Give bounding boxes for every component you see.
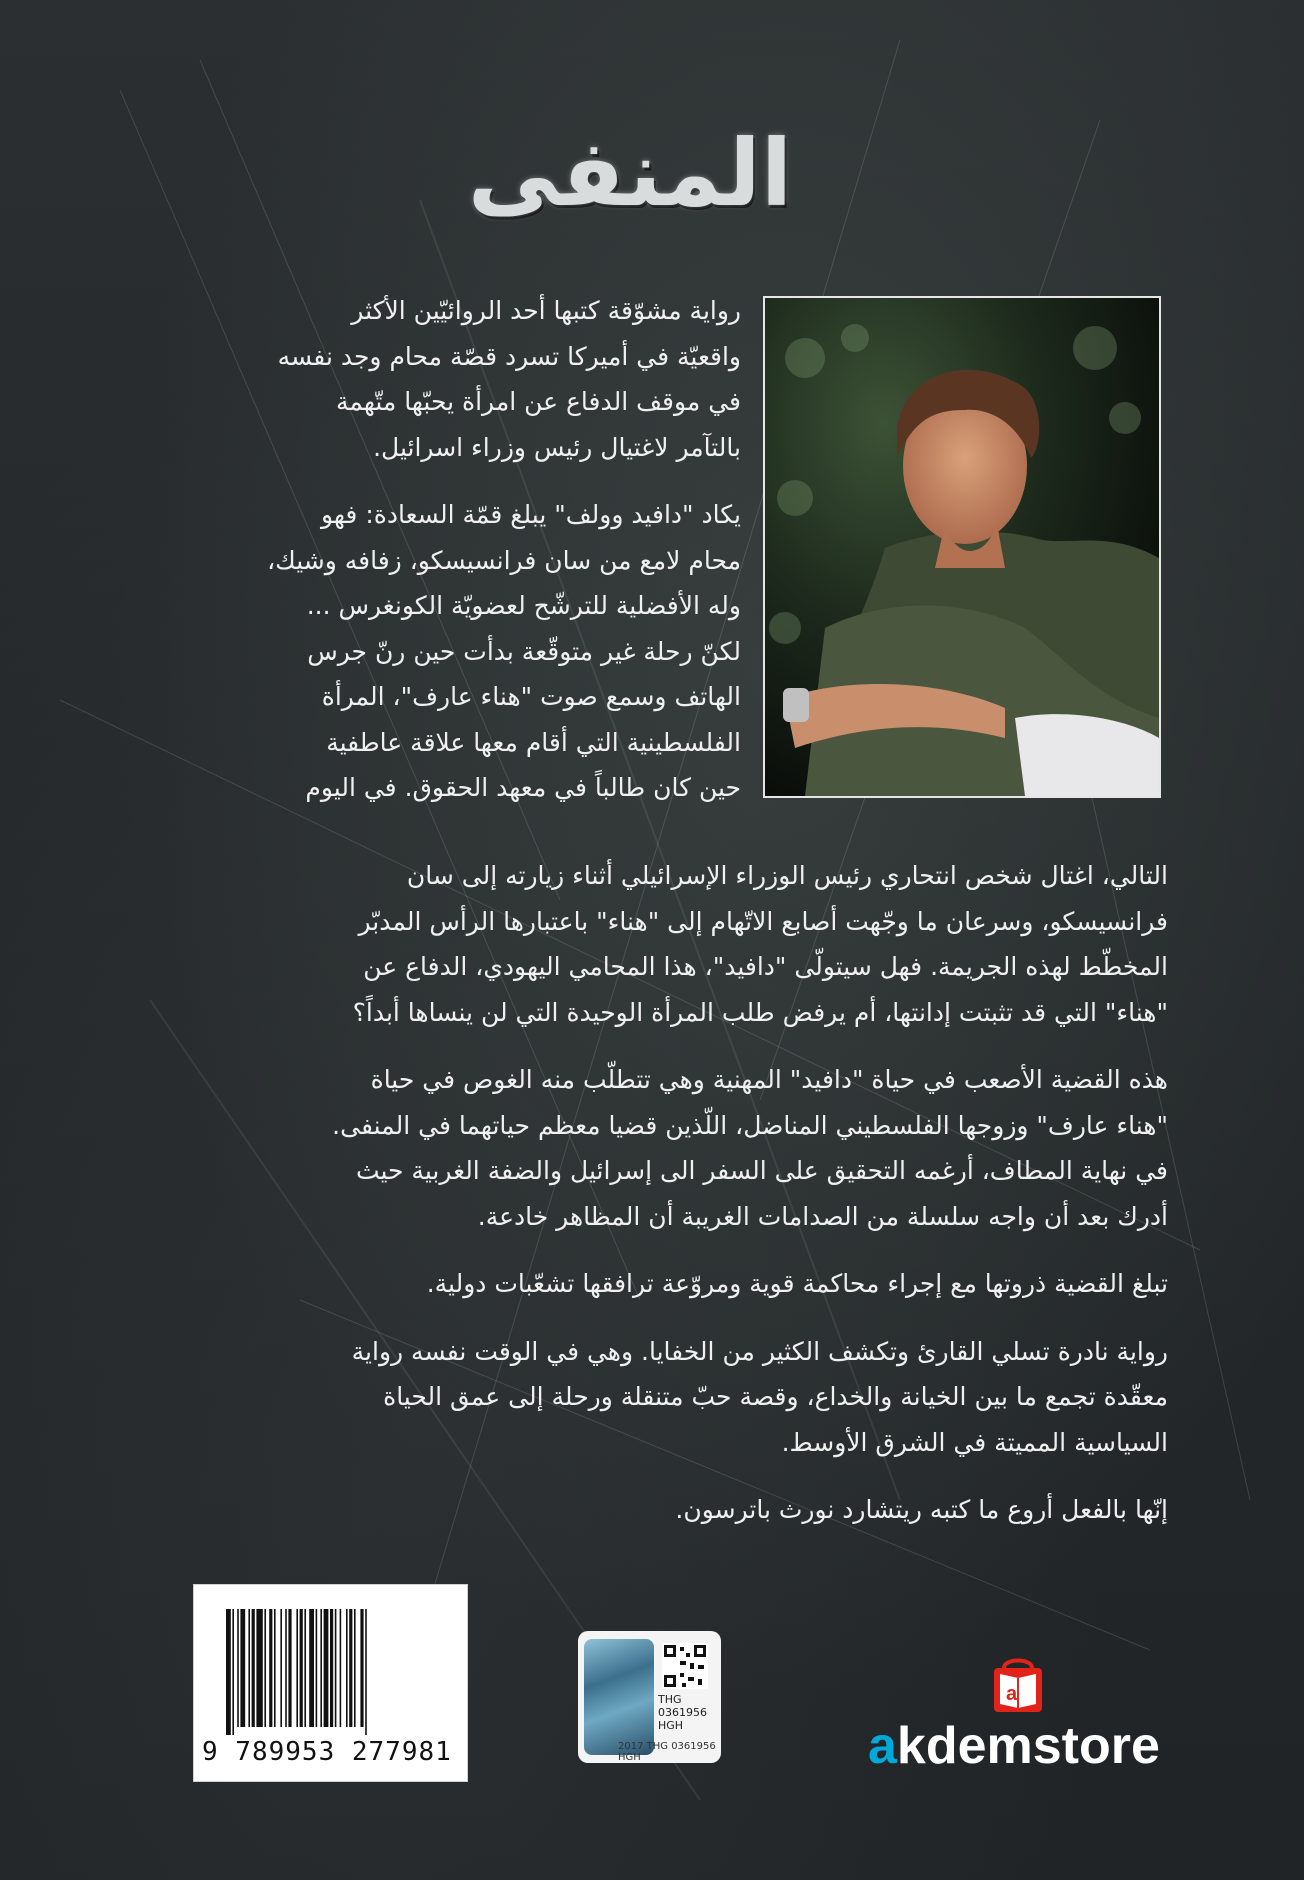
barcode-bar (304, 1609, 306, 1727)
synopsis-line: هذه القضية الأصعب في حياة "دافيد" المهنية وهي تتطلّب منه الغوص في حياة (370, 1065, 1168, 1094)
barcode-bar (324, 1609, 329, 1727)
barcode-bar (365, 1609, 367, 1735)
sticker-code-line: HGH (658, 1719, 684, 1732)
synopsis-line: السياسية المميتة في الشرق الأوسط. (781, 1427, 1168, 1457)
barcode-bar (296, 1609, 298, 1727)
synopsis-line: الهاتف وسمع صوت "هناء عارف"، المرأة (321, 682, 741, 711)
synopsis-line: أدرك بعد أن واجه سلسلة من الصدامات الغريبة أن المظاهر خادعة. (477, 1201, 1168, 1231)
author-portrait-illustration (765, 298, 1159, 796)
sticker-code (658, 1693, 718, 1732)
synopsis-line: واقعيّة في أميركا تسرد قصّة محام وجد نفسه (277, 341, 741, 371)
synopsis-line: معقّدة تجمع ما بين الخيانة والخداع، وقصة حبّ متنقلة ورحلة إلى عمق الحياة (383, 1382, 1168, 1411)
barcode-bar (320, 1609, 322, 1727)
synopsis-line: تبلغ القضية ذروتها مع إجراء محاكمة قوية ومروّعة ترافقها تشعّبات دولية. (426, 1269, 1168, 1298)
barcode-bar (346, 1609, 348, 1727)
logo-text: kdemstore (896, 1717, 1160, 1775)
barcode-bar (256, 1609, 262, 1727)
barcode-bars (224, 1609, 456, 1735)
synopsis-line: وله الأفضلية للترشّح لعضويّة الكونغرس ... (306, 591, 741, 620)
barcode-bar (349, 1609, 352, 1727)
barcode-bar (316, 1609, 318, 1727)
synopsis-line: في نهاية المطاف، أرغمه التحقيق على السفر الى إسرائيل والضفة الغربية حيث (355, 1156, 1168, 1185)
barcode-bar (288, 1609, 291, 1727)
barcode-bar (240, 1609, 245, 1727)
akdemstore-logo (868, 1650, 1178, 1780)
sticker-code-line: 0361956 (658, 1706, 707, 1719)
barcode-bar (360, 1609, 363, 1727)
synopsis-line: رواية نادرة تسلي القارئ وتكشف الكثير من الخفايا. وهي في الوقت نفسه رواية (351, 1336, 1168, 1366)
hologram-icon (584, 1639, 654, 1755)
barcode-bar (237, 1609, 239, 1727)
barcode-bar (354, 1609, 356, 1727)
hologram-sticker (578, 1631, 721, 1763)
isbn-barcode (193, 1584, 468, 1782)
sticker-year: 2017 (618, 1741, 644, 1752)
synopsis-line: حين كان طالباً في معهد الحقوق. في اليوم (305, 773, 741, 802)
barcode-bar (248, 1609, 250, 1727)
synopsis-line: رواية مشوّقة كتبها أحد الروائيّين الأكثر (351, 296, 741, 325)
barcode-bar (300, 1609, 303, 1727)
qr-code-icon (662, 1643, 708, 1689)
synopsis-line: بالتآمر لاغتيال رئيس وزراء اسرائيل. (373, 432, 741, 462)
shopping-bag-book-icon (986, 1650, 1050, 1714)
synopsis-line: التالي، اغتال شخص انتحاري رئيس الوزراء الإسرائيلي أثناء زيارته إلى سان (406, 861, 1168, 890)
barcode-bar (330, 1609, 333, 1727)
synopsis-line: "هناء" التي قد تثبتت إدانتها، أم يرفض طلب المرأة الوحيدة التي لن ينساها أبداً؟ (352, 997, 1168, 1027)
synopsis-line: إنّها بالفعل أروع ما كتبه ريتشارد نورث باترسون. (675, 1495, 1168, 1524)
barcode-bar (280, 1609, 282, 1727)
synopsis-bottom (108, 853, 1168, 1533)
synopsis-line: في موقف الدفاع عن امرأة يحبّها متّهمة (336, 387, 741, 416)
barcode-bar (264, 1609, 266, 1727)
barcode-bar (226, 1609, 231, 1735)
sticker-serial: THG 0361956 HGH (618, 1741, 716, 1763)
logo-letter: a (868, 1717, 897, 1775)
synopsis-top (267, 288, 741, 811)
logo-wordmark (868, 1716, 1178, 1776)
barcode-bar (269, 1609, 272, 1727)
isbn-digits: 9 789953 277981 (202, 1737, 452, 1767)
sticker-code-line: THG (658, 1693, 682, 1706)
book-title: المنفى (467, 120, 793, 227)
synopsis-line: محام لامع من سان فرانسيسكو، زفافه وشيك، (267, 545, 741, 575)
synopsis-line: يكاد "دافيد وولف" يبلغ قمّة السعادة: فهو (320, 500, 741, 529)
synopsis-line: المخطّط لهذه الجريمة. فهل سيتولّى "دافيد"، هذا المحامي اليهودي، الدفاع عن (363, 952, 1168, 981)
barcode-bar (274, 1609, 276, 1727)
author-photo (763, 296, 1161, 798)
sticker-bottom-code (618, 1741, 718, 1763)
synopsis-line: فرانسيسكو، وسرعان ما وجّهت أصابع الاتّهام إلى "هناء" باعتبارها الرأس المدبّر (358, 906, 1168, 936)
barcode-bar (252, 1609, 255, 1727)
barcode-bar (335, 1609, 337, 1727)
barcode-bar (285, 1609, 287, 1727)
barcode-bar (232, 1609, 234, 1735)
barcode-bar (340, 1609, 342, 1727)
synopsis-line: الفلسطينية التي أقام معها علاقة عاطفية (326, 727, 741, 757)
barcode-bar (309, 1609, 314, 1727)
synopsis-line: لكنّ رحلة غير متوقّعة بدأت حين رنّ جرس (307, 636, 741, 666)
synopsis-line: "هناء عارف" وزوجها الفلسطيني المناضل، اللّذين قضيا معظم حياتهما في المنفى. (332, 1110, 1168, 1140)
svg-text:a: a (1006, 1683, 1018, 1705)
